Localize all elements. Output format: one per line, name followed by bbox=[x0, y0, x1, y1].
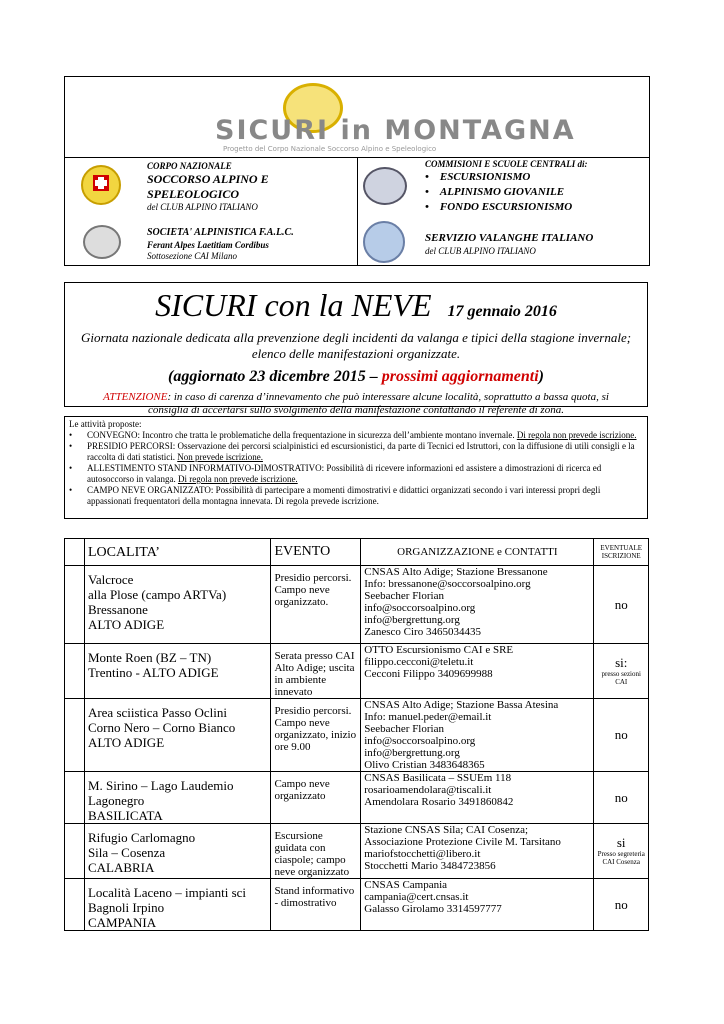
cell-iscrizione: si Presso segreteria CAI Cosenza bbox=[594, 824, 649, 879]
falc-eagle-icon bbox=[83, 225, 121, 259]
table-row bbox=[65, 644, 649, 699]
activity-item: • CONVEGNO: Incontro che tratta le problematiche della frequentazione in sicurezza dell’ambiente montano invernale. Di regola non prevede iscrizione. bbox=[69, 430, 643, 441]
cell-iscrizione: si: presso sezioni CAI bbox=[594, 644, 649, 699]
table-row bbox=[65, 566, 649, 644]
activity-item: • ALLESTIMENTO STAND INFORMATIVO-DIMOSTRATIVO: Possibilità di ricevere informazioni ed assistere a dimostrazioni di ricerca ed autosoccorso in valanga. Di regola non prevede iscrizione. bbox=[69, 463, 643, 485]
header-box bbox=[64, 76, 650, 266]
header-localita: LOCALITA’ bbox=[84, 539, 271, 566]
title-box bbox=[64, 282, 648, 416]
row-spacer bbox=[65, 879, 85, 931]
table-row bbox=[65, 824, 649, 879]
cell-evento: Escursione guidata con ciaspole; campo neve organizzato bbox=[271, 824, 361, 879]
row-spacer bbox=[65, 699, 85, 772]
subtitle-1: Giornata nazionale dedicata alla prevenzione degli incidenti da valanga e tipici della stagione invernale; bbox=[80, 330, 632, 345]
logo-subtitle: Progetto del Corpo Nazionale Soccorso Alpino e Speleologico bbox=[223, 145, 437, 153]
subtitle-2: elenco delle manifestazioni organizzate. bbox=[251, 346, 461, 361]
cell-evento: Presidio percorsi. Campo neve organizzato. bbox=[271, 566, 361, 644]
valanghe-block: SERVIZIO VALANGHE ITALIANO del CLUB ALPINO ITALIANO bbox=[425, 232, 594, 256]
header-evento: EVENTO bbox=[271, 539, 361, 566]
table-row bbox=[65, 879, 649, 931]
cai-eagle-icon bbox=[363, 167, 407, 205]
cell-iscrizione: no bbox=[594, 772, 649, 824]
cell-evento: Stand informativo - dimostrativo bbox=[271, 879, 361, 931]
cnsas-seal-icon bbox=[81, 165, 121, 205]
update-line: (aggiornato 23 dicembre 2015 – prossimi aggiornamenti) bbox=[167, 368, 544, 385]
cell-iscrizione: no bbox=[594, 879, 649, 931]
row-spacer bbox=[65, 772, 85, 824]
cell-org: CNSAS Alto Adige; Stazione Bressanone Info: bressanone@soccorsoalpino.org Seebacher Florian info@soccorsoalpino.org info@bergrettung.org Zanesco Ciro 3465034435 bbox=[361, 566, 594, 644]
cell-iscrizione: no bbox=[594, 699, 649, 772]
commissioni-block: COMMISIONI E SCUOLE CENTRALI di: • ESCURSIONISMO • ALPINISMO GIOVANILE • FONDO ESCURSIONISMO bbox=[425, 159, 588, 213]
page-title: SICURI con la NEVE 17 gennaio 2016 bbox=[155, 287, 557, 323]
activities-box bbox=[64, 416, 648, 519]
cell-org: Stazione CNSAS Sila; CAI Cosenza; Associazione Protezione Civile M. Tarsitano mariofstocchetti@libero.it Stocchetti Mario 3484723856 bbox=[361, 824, 594, 879]
cell-localita: Monte Roen (BZ – TN) Trentino - ALTO ADIGE bbox=[84, 644, 271, 699]
falc-block: SOCIETA' ALPINISTICA F.A.L.C. Ferant Alpes Laetitiam Cordibus Sottosezione CAI Milano bbox=[147, 227, 294, 261]
cell-evento: Presidio percorsi. Campo neve organizzato, inizio ore 9.00 bbox=[271, 699, 361, 772]
svi-mountain-icon bbox=[363, 221, 405, 263]
attention-note: ATTENZIONE: in caso di carenza d’innevamento che può interessare alcune località, soprattutto a bassa quota, si consiglia di accertarsi sullo svolgimento della manifestazione contattando il referente di zona. bbox=[103, 391, 609, 416]
header-iscrizione: EVENTUALE ISCRIZIONE bbox=[594, 539, 649, 566]
cnsas-block: CORPO NAZIONALE SOCCORSO ALPINO E SPELEOLOGICO del CLUB ALPINO ITALIANO bbox=[147, 161, 269, 212]
table-row bbox=[65, 772, 649, 824]
cell-evento: Campo neve organizzato bbox=[271, 772, 361, 824]
cell-iscrizione: no bbox=[594, 566, 649, 644]
activity-item: • CAMPO NEVE ORGANIZZATO: Possibilità di partecipare a momenti dimostrativi e didattici organizzati secondo i vari interessi propri degli appassionati frequentatori della montagna innevata. Di regola prevede iscrizione. bbox=[69, 485, 643, 507]
cell-org: CNSAS Alto Adige; Stazione Bassa Atesina Info: manuel.peder@email.it Seebacher Florian info@soccorsoalpino.org info@bergrettung.org Olivo Cristian 3483648365 bbox=[361, 699, 594, 772]
logo-title: SICURI in MONTAGNA bbox=[215, 115, 576, 146]
cell-localita: Valcroce alla Plose (campo ARTVa) Bressanone ALTO ADIGE bbox=[84, 566, 271, 644]
activities-heading: Le attività proposte: bbox=[69, 419, 142, 429]
cell-org: CNSAS Campania campania@cert.cnsas.it Galasso Girolamo 3314597777 bbox=[361, 879, 594, 931]
events-table bbox=[64, 538, 649, 931]
row-spacer bbox=[65, 824, 85, 879]
header-org: ORGANIZZAZIONE e CONTATTI bbox=[361, 539, 594, 566]
cell-localita: Località Laceno – impianti sci Bagnoli Irpino CAMPANIA bbox=[84, 879, 271, 931]
table-row bbox=[65, 699, 649, 772]
cell-localita: Area sciistica Passo Oclini Corno Nero – Corno Bianco ALTO ADIGE bbox=[84, 699, 271, 772]
cell-org: CNSAS Basilicata – SSUEm 118 rosarioamendolara@tiscali.it Amendolara Rosario 3491860842 bbox=[361, 772, 594, 824]
cell-localita: M. Sirino – Lago Laudemio Lagonegro BASILICATA bbox=[84, 772, 271, 824]
cell-evento: Serata presso CAI Alto Adige; uscita in ambiente innevato bbox=[271, 644, 361, 699]
row-spacer bbox=[65, 566, 85, 644]
cell-org: OTTO Escursionismo CAI e SRE filippo.cecconi@teletu.it Cecconi Filippo 3409699988 bbox=[361, 644, 594, 699]
table-header-row bbox=[65, 539, 649, 566]
activity-item: • PRESIDIO PERCORSI: Osservazione dei percorsi scialpinistici ed escursionistici, da parte di Tecnici ed Istruttori, con la diffusione di utili consigli e la raccolta di dati statistici. Non prevede iscrizione. bbox=[69, 441, 643, 463]
row-spacer bbox=[65, 644, 85, 699]
cell-localita: Rifugio Carlomagno Sila – Cosenza CALABRIA bbox=[84, 824, 271, 879]
